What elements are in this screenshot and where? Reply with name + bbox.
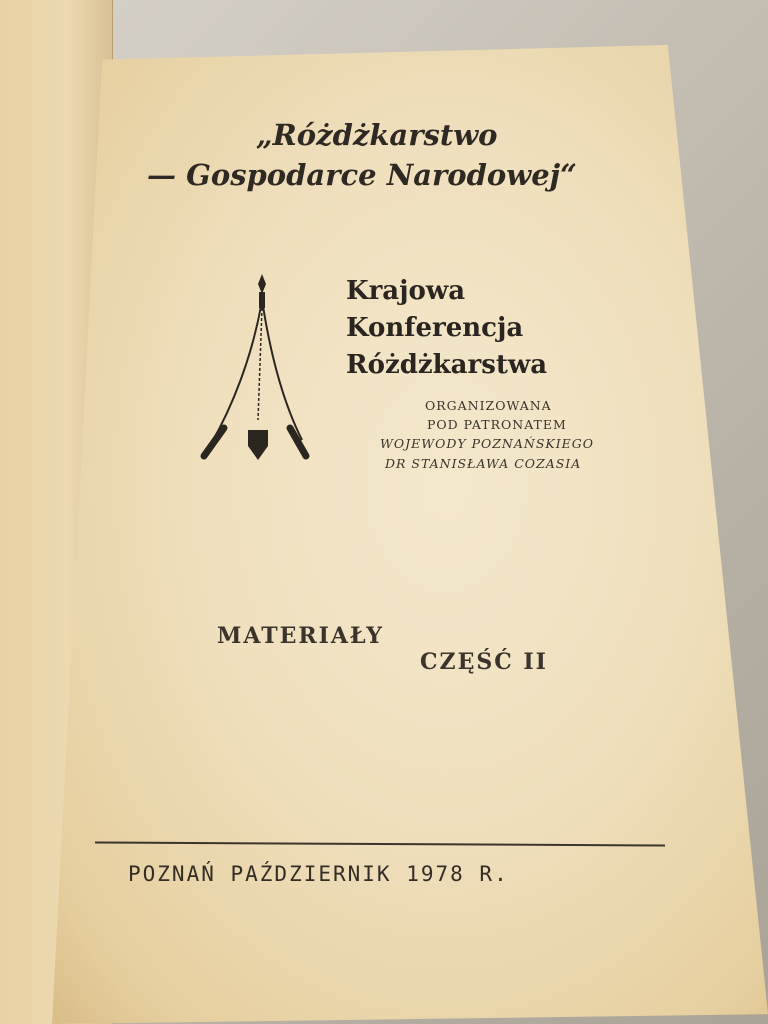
patronage-line-1: ORGANIZOWANA	[425, 398, 552, 413]
conference-line-2: Konferencja	[346, 313, 524, 343]
title-line-1: „Różdżkarstwo	[256, 118, 498, 152]
materials-part: CZĘŚĆ II	[420, 649, 548, 675]
materials-label: MATERIAŁY	[217, 623, 384, 649]
title-line-2: — Gospodarce Narodowej“	[147, 158, 577, 192]
patronage-line-3: WOJEWODY POZNAŃSKIEGO	[380, 436, 595, 451]
conference-line-1: Krajowa	[346, 276, 466, 306]
emblem-shield	[248, 430, 268, 460]
emblem-ornament-top	[258, 274, 266, 294]
emblem-chain	[258, 308, 262, 420]
patronage-line-4: DR STANISŁAWA COZASIA	[385, 456, 582, 471]
emblem-handle-top	[259, 292, 265, 308]
conference-line-3: Różdżkarstwa	[346, 350, 548, 380]
emblem-grip-left	[204, 428, 224, 456]
emblem-rod-left	[212, 306, 261, 442]
footer-imprint: POZNAŃ PAŹDZIERNIK 1978 R.	[128, 862, 509, 886]
patronage-line-2: POD PATRONATEM	[427, 417, 567, 432]
divining-rod-pendulum-icon	[198, 270, 318, 470]
emblem-rod-right	[263, 306, 302, 440]
